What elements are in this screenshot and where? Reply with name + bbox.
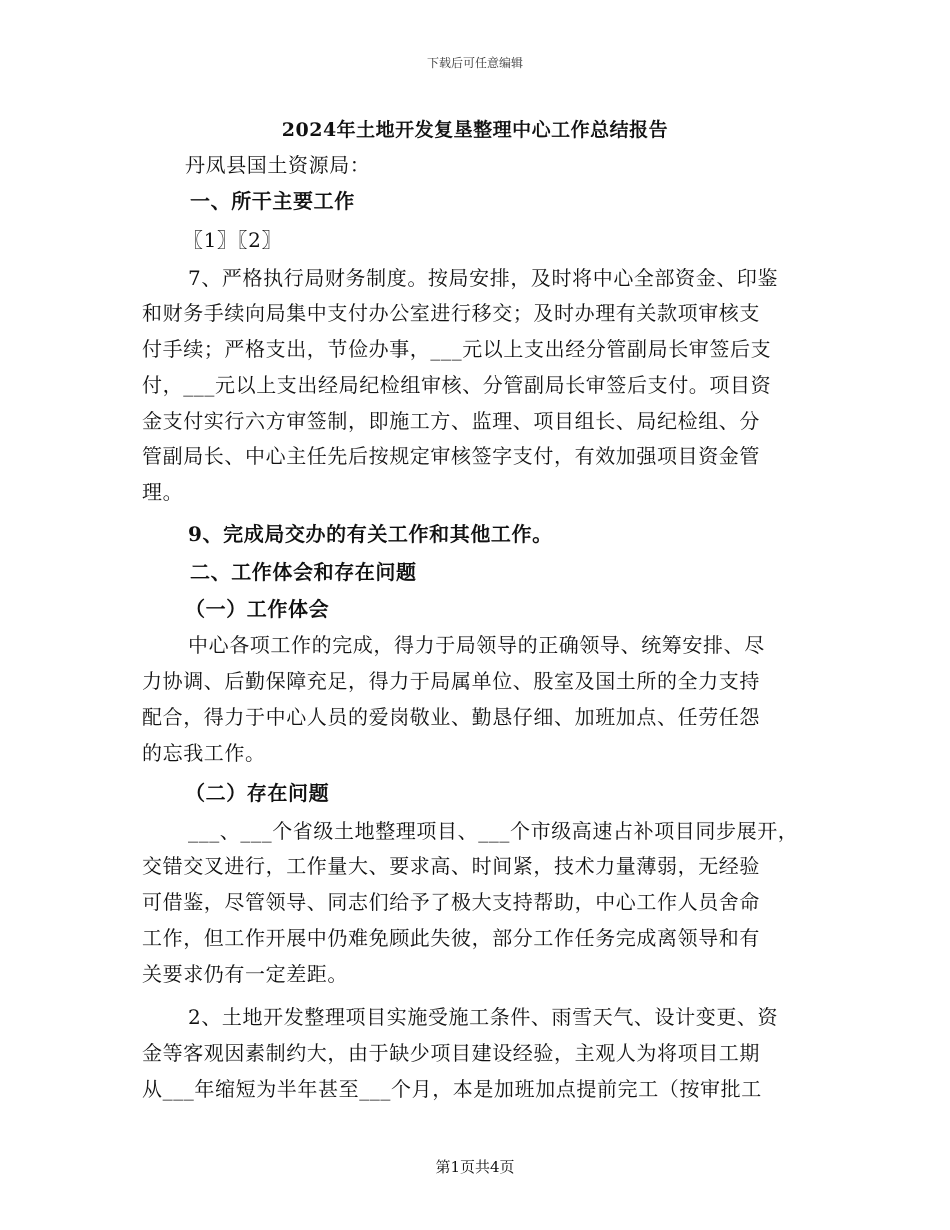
paragraph-line: 工作，但工作开展中仍难免顾此失彼，部分工作任务完成离领导和有 [142,926,760,950]
paragraph-line: 从___年缩短为半年甚至___个月，本是加班加点提前完工（按审批工 [142,1077,762,1101]
subsection-heading-2: （二）存在问题 [185,781,330,805]
paragraph-line: 理。 [142,480,184,504]
addressee-line: 丹凤县国土资源局： [185,153,371,177]
section-heading-2: 二、工作体会和存在问题 [190,560,417,584]
header-note: 下载后可任意编辑 [426,56,523,70]
paragraph-line: 中心各项工作的完成，得力于局领导的正确领导、统筹安排、尽 [188,633,765,657]
paragraph-line: 的忘我工作。 [142,741,266,765]
paragraph-line: 配合，得力于中心人员的爱岗敬业、勤恳仔细、加班加点、任劳任怨 [142,705,760,729]
paragraph-line: 付，___元以上支出经局纪检组审核、分管副局长审签后支付。项目资 [142,373,772,397]
paragraph-line: 付手续；严格支出，节俭办事，___元以上支出经分管副局长审签后支 [142,337,772,361]
paragraph-line: 金支付实行六方审签制，即施工方、监理、项目组长、局纪检组、分 [142,409,760,433]
paragraph-line: 金等客观因素制约大，由于缺少项目建设经验，主观人为将项目工期 [142,1041,760,1065]
paragraph-line: 2、土地开发整理项目实施受施工条件、雨雪天气、设计变更、资 [188,1005,779,1029]
subsection-heading-1: （一）工作体会 [185,597,330,621]
paragraph-line: 7、严格执行局财务制度。按局安排，及时将中心全部资金、印鉴 [188,266,779,290]
section-heading-1: 一、所干主要工作 [190,189,355,213]
paragraph-line: 交错交叉进行，工作量大、要求高、时间紧，技术力量薄弱，无经验 [142,854,760,878]
reference-marks: 〖1〗〖2〗 [183,228,283,252]
paragraph-line: ___、___个省级土地整理项目、___个市级高速占补项目同步展开， [188,819,799,843]
paragraph-line: 管副局长、中心主任先后按规定审核签字支付，有效加强项目资金管 [142,444,760,468]
paragraph-line: 可借鉴，尽管领导、同志们给予了极大支持帮助，中心工作人员舍命 [142,890,760,914]
document-title: 2024年土地开发复垦整理中心工作总结报告 [281,119,669,141]
paragraph-line: 力协调、后勤保障充足，得力于局属单位、股室及国土所的全力支持 [142,669,760,693]
paragraph-line: 和财务手续向局集中支付办公室进行移交；及时办理有关款项审核支 [142,301,760,325]
page-number: 第1页共4页 [435,1158,515,1176]
paragraph-line: 关要求仍有一定差距。 [142,962,348,986]
item-9-line: 9、完成局交办的有关工作和其他工作。 [188,522,553,546]
